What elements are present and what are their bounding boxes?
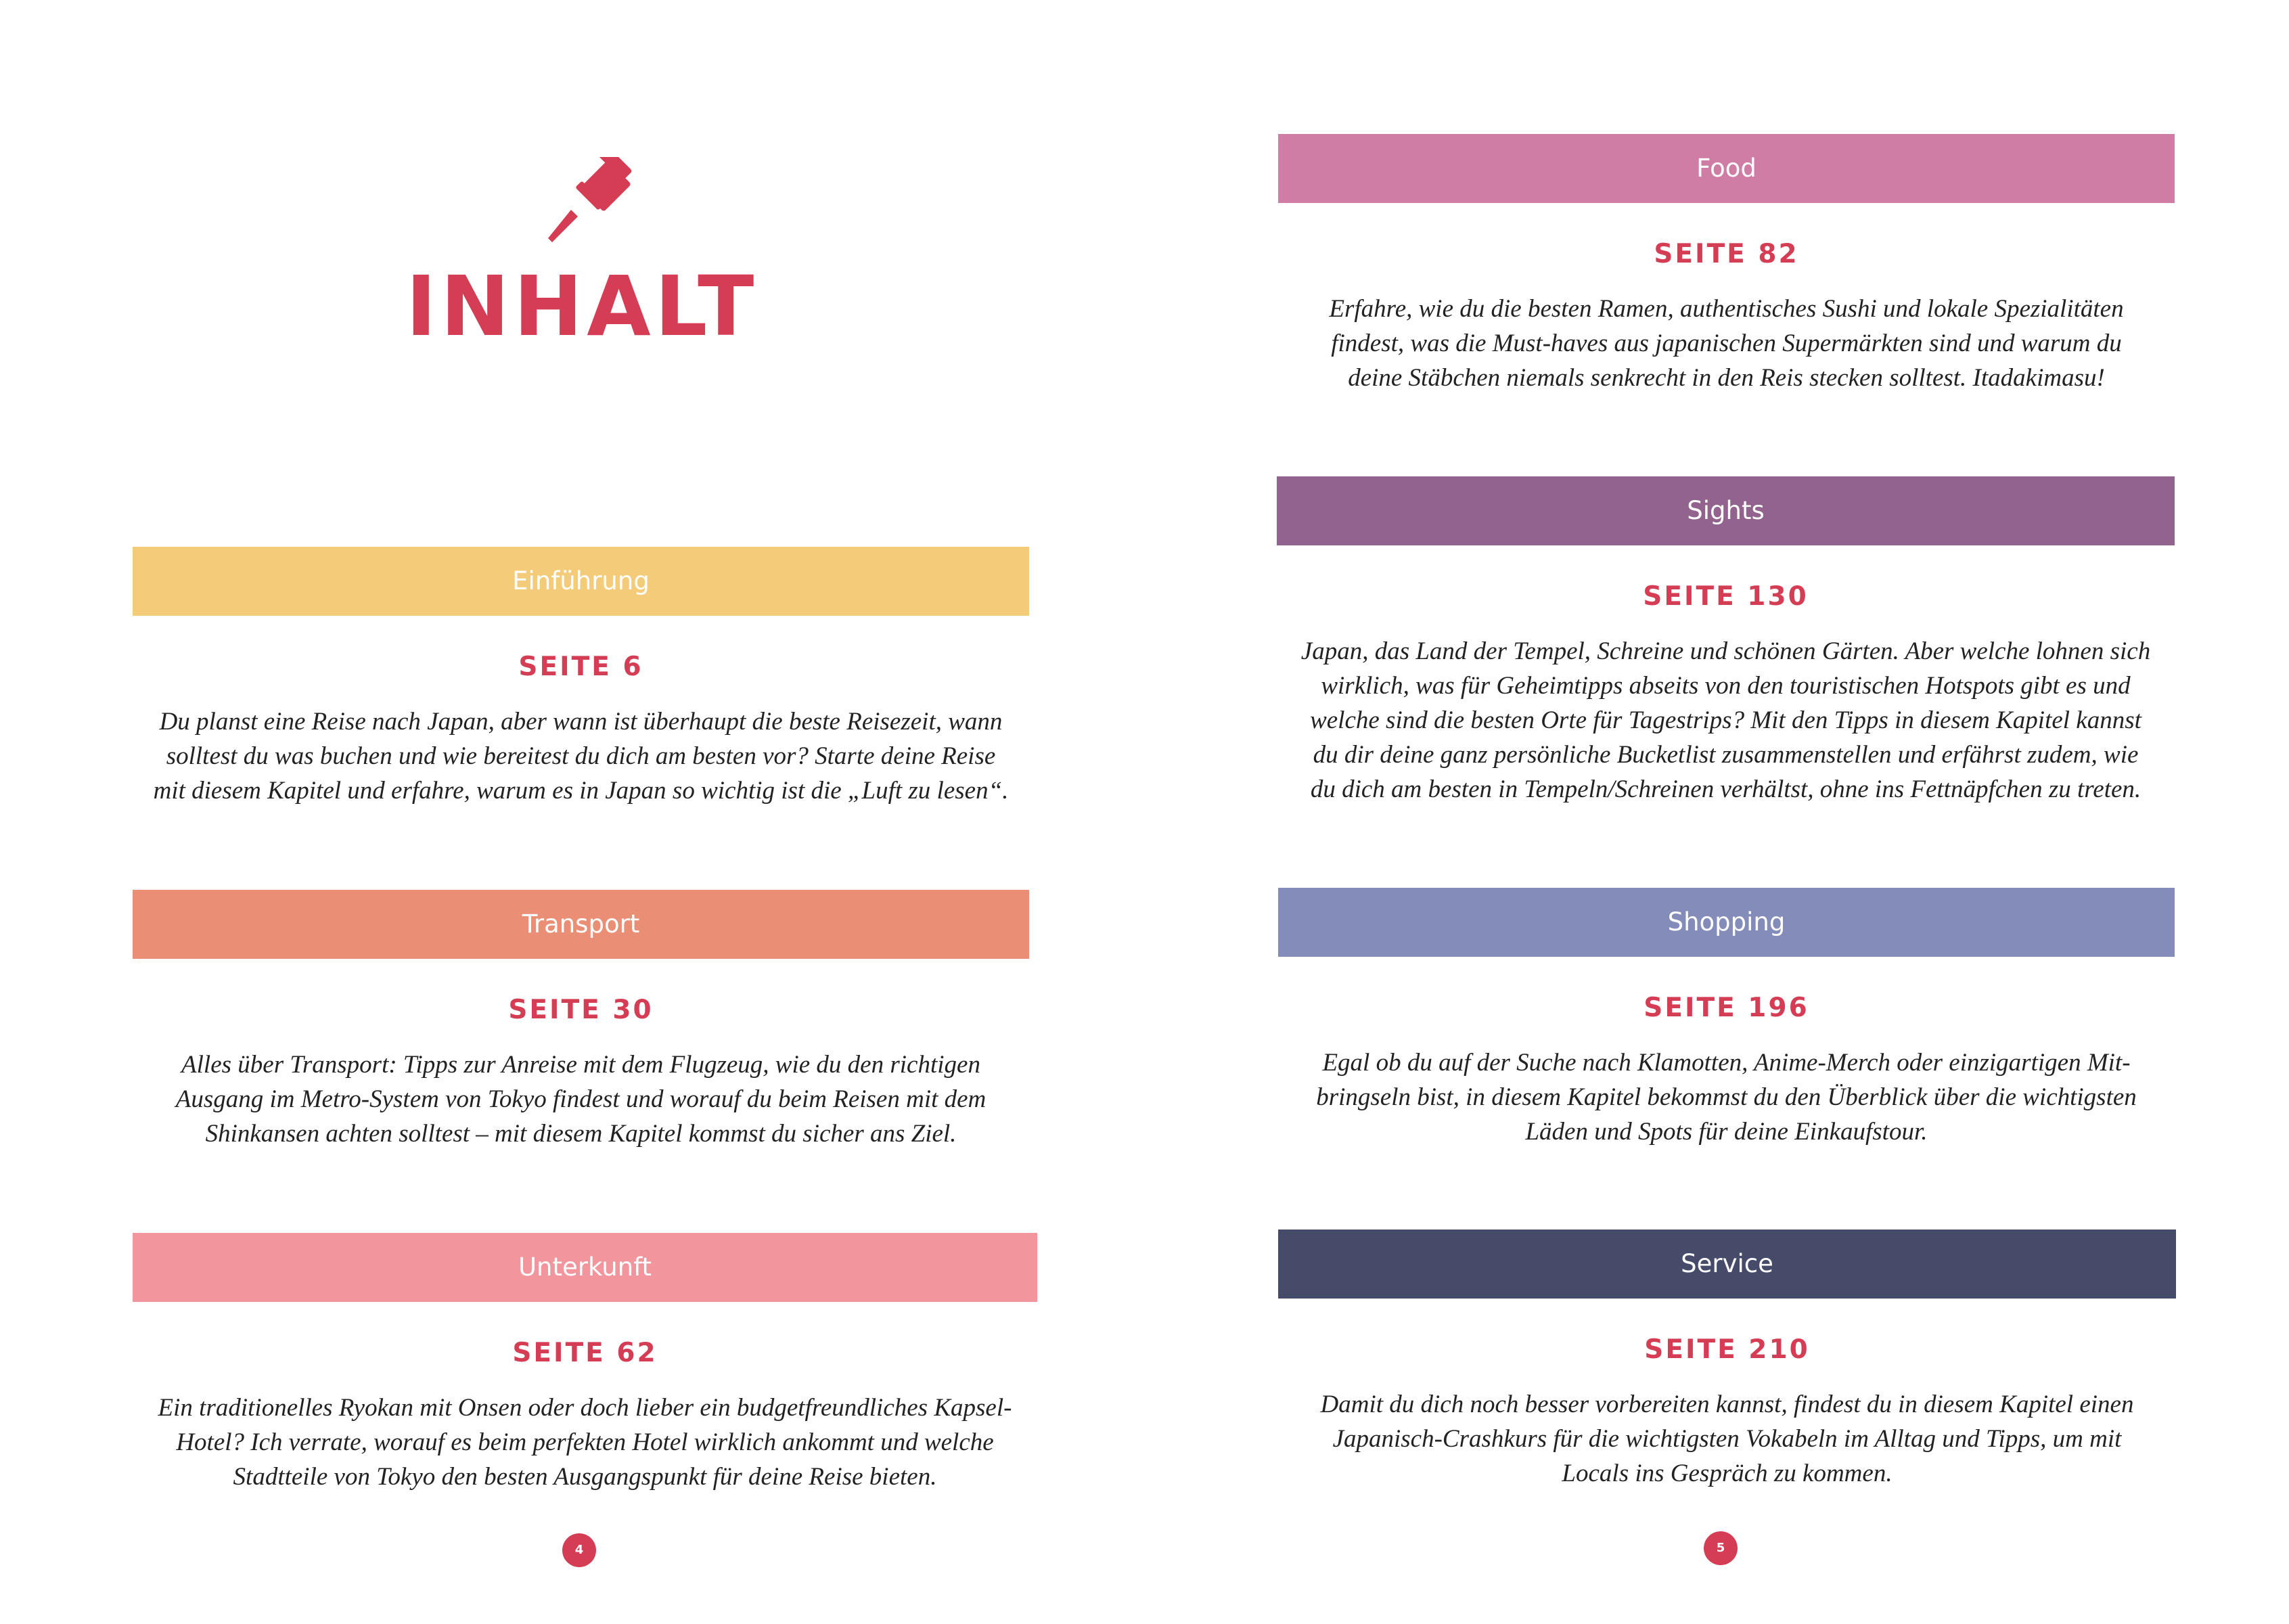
- description-line: Stadtteile von Tokyo den besten Ausgangspunkt für deine Reise bieten.: [233, 1463, 937, 1491]
- left-page: [0, 0, 1144, 1624]
- section-description: [133, 704, 1029, 808]
- description-line: Egal ob du auf der Suche nach Klamotten, Anime-Merch oder einzigartigen Mit-: [1322, 1049, 2131, 1077]
- section-unterkunft: [133, 1233, 1037, 1494]
- right-page: [1144, 0, 2289, 1624]
- section-shopping: [1278, 888, 2175, 1149]
- section-description: [1278, 1387, 2176, 1491]
- description-line: Ein traditionelles Ryokan mit Onsen oder doch lieber ein budgetfreundliches Kapsel-: [158, 1394, 1012, 1422]
- section-description: [1278, 1045, 2175, 1149]
- section-transport: [133, 890, 1029, 1151]
- description-line: Japan, das Land der Tempel, Schreine und schönen Gärten. Aber welche lohnen sich: [1300, 637, 2151, 665]
- description-line: wirklich, was für Geheimtipps abseits von den touristischen Hotspots gibt es und: [1321, 672, 2131, 700]
- description-line: Erfahre, wie du die besten Ramen, authentisches Sushi und lokale Spezialitäten: [1329, 295, 2124, 323]
- description-line: Alles über Transport: Tipps zur Anreise mit dem Flugzeug, wie du den richtigen: [181, 1051, 980, 1079]
- page-reference: SEITE 82: [1654, 239, 1799, 269]
- section-header-bar: Unterkunft: [133, 1233, 1037, 1302]
- section-header-bar: Sights: [1277, 476, 2175, 545]
- page-reference: SEITE 130: [1643, 581, 1809, 612]
- section-description: [133, 1391, 1037, 1494]
- page-reference: SEITE 30: [508, 995, 654, 1025]
- section-header-bar: Einführung: [133, 547, 1029, 616]
- description-line: Japanisch-Crashkurs für die wichtigsten Vokabeln im Alltag und Tipps, um mit: [1332, 1425, 2122, 1453]
- section-service: [1278, 1230, 2176, 1491]
- description-line: du dir deine ganz persönliche Bucketlist zusammenstellen und erfährst zudem, wie: [1313, 741, 2139, 769]
- description-line: solltest du was buchen und wie bereitest du dich am besten vor? Starte deine Reise: [166, 742, 996, 770]
- description-line: Ausgang im Metro-System von Tokyo findest und worauf du beim Reisen mit dem: [175, 1085, 987, 1113]
- description-line: Shinkansen achten solltest – mit diesem Kapitel kommst du sicher ans Ziel.: [205, 1120, 957, 1148]
- page-number: 5: [1704, 1531, 1738, 1565]
- description-line: Läden und Spots für deine Einkaufstour.: [1525, 1118, 1928, 1146]
- section-header-bar: Service: [1278, 1230, 2176, 1299]
- section-description: [1278, 292, 2175, 395]
- description-line: Hotel? Ich verrate, worauf es beim perfekten Hotel wirklich ankommt und welche: [176, 1428, 994, 1456]
- section-einfuehrung: [133, 547, 1029, 808]
- description-line: Damit du dich noch besser vorbereiten kannst, findest du in diesem Kapitel einen: [1320, 1391, 2134, 1418]
- description-line: mit diesem Kapitel und erfahre, warum es in Japan so wichtig ist die „Luft zu lesen“.: [153, 777, 1009, 805]
- section-header-bar: Transport: [133, 890, 1029, 959]
- pushpin-icon: [548, 157, 650, 245]
- page-reference: SEITE 196: [1644, 993, 1809, 1023]
- page-reference: SEITE 210: [1644, 1334, 1810, 1365]
- description-line: bringseln bist, in diesem Kapitel bekommst du den Überblick über die wichtigsten: [1316, 1083, 2137, 1111]
- description-line: deine Stäbchen niemals senkrecht in den Reis stecken solltest. Itadakimasu!: [1348, 364, 2105, 392]
- description-line: findest, was die Must-haves aus japanischen Supermärkten sind und warum du: [1331, 330, 2122, 357]
- page-title: INHALT: [405, 258, 758, 355]
- section-description: [133, 1047, 1029, 1151]
- page-reference: SEITE 6: [518, 652, 643, 682]
- description-line: Du planst eine Reise nach Japan, aber wann ist überhaupt die beste Reisezeit, wann: [159, 708, 1003, 736]
- section-header-bar: Food: [1278, 134, 2175, 203]
- description-line: du dich am besten in Tempeln/Schreinen verhältst, ohne ins Fettnäpfchen zu treten.: [1310, 775, 2141, 803]
- section-description: [1277, 634, 2175, 807]
- section-sights: [1277, 476, 2175, 807]
- section-food: [1278, 134, 2175, 395]
- page-number: 4: [562, 1533, 596, 1567]
- description-line: Locals ins Gespräch zu kommen.: [1562, 1460, 1893, 1487]
- description-line: welche sind die besten Orte für Tagestrips? Mit den Tipps in diesem Kapitel kannst: [1310, 706, 2141, 734]
- section-header-bar: Shopping: [1278, 888, 2175, 957]
- page-reference: SEITE 62: [512, 1338, 658, 1368]
